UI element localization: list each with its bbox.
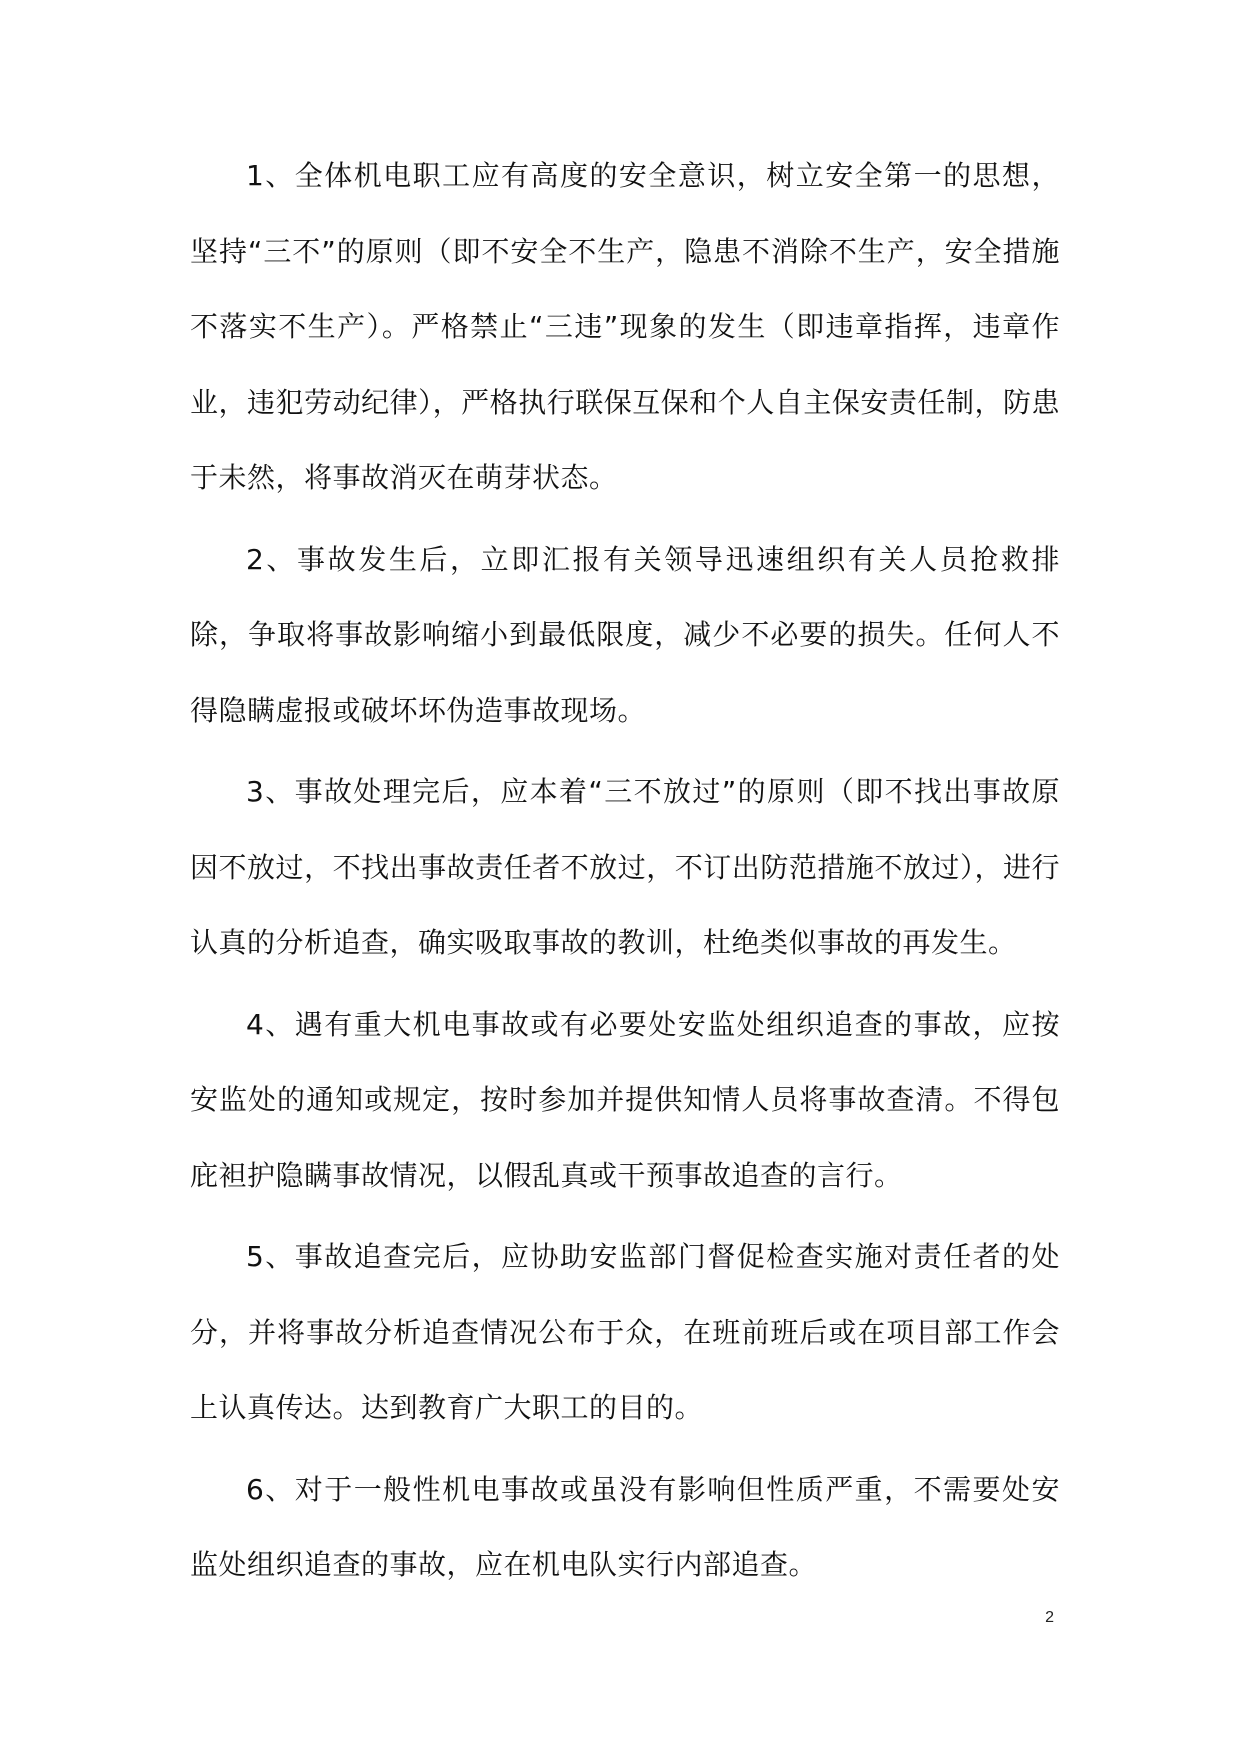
paragraph-1: 1、全体机电职工应有高度的安全意识，树立安全第一的思想，坚持“三不”的原则（即不安全不生产，隐患不消除不生产，安全措施不落实不生产）。严格禁止“三违”现象的发生（即违章指挥，违章作业，违犯劳动纪律），严格执行联保互保和个人自主保安责任制，防患于未然，将事故消灭在萌芽状态。 <box>190 159 1060 494</box>
paragraph-6: 6、对于一般性机电事故或虽没有影响但性质严重，不需要处安监处组织追查的事故，应在机电队实行内部追查。 <box>190 1472 1060 1581</box>
page-number: 2 <box>1045 1609 1054 1626</box>
document-body <box>190 138 1060 1609</box>
paragraph-2: 2、事故发生后，立即汇报有关领导迅速组织有关人员抢救排除，争取将事故影响缩小到最低限度，减少不必要的损失。任何人不得隐瞒虚报或破坏坏伪造事故现场。 <box>190 542 1060 727</box>
paragraph-5: 5、事故追查完后，应协助安监部门督促检查实施对责任者的处分，并将事故分析追查情况公布于众，在班前班后或在项目部工作会上认真传达。达到教育广大职工的目的。 <box>190 1240 1060 1424</box>
paragraph-4: 4、遇有重大机电事故或有必要处安监处组织追查的事故，应按安监处的通知或规定，按时参加并提供知情人员将事故查清。不得包庇袒护隐瞒事故情况，以假乱真或干预事故追查的言行。 <box>190 1007 1060 1192</box>
paragraph-3: 3、事故处理完后，应本着“三不放过”的原则（即不找出事故原因不放过，不找出事故责任者不放过，不订出防范措施不放过），进行认真的分析追查，确实吸取事故的教训，杜绝类似事故的再发生。 <box>190 775 1060 959</box>
